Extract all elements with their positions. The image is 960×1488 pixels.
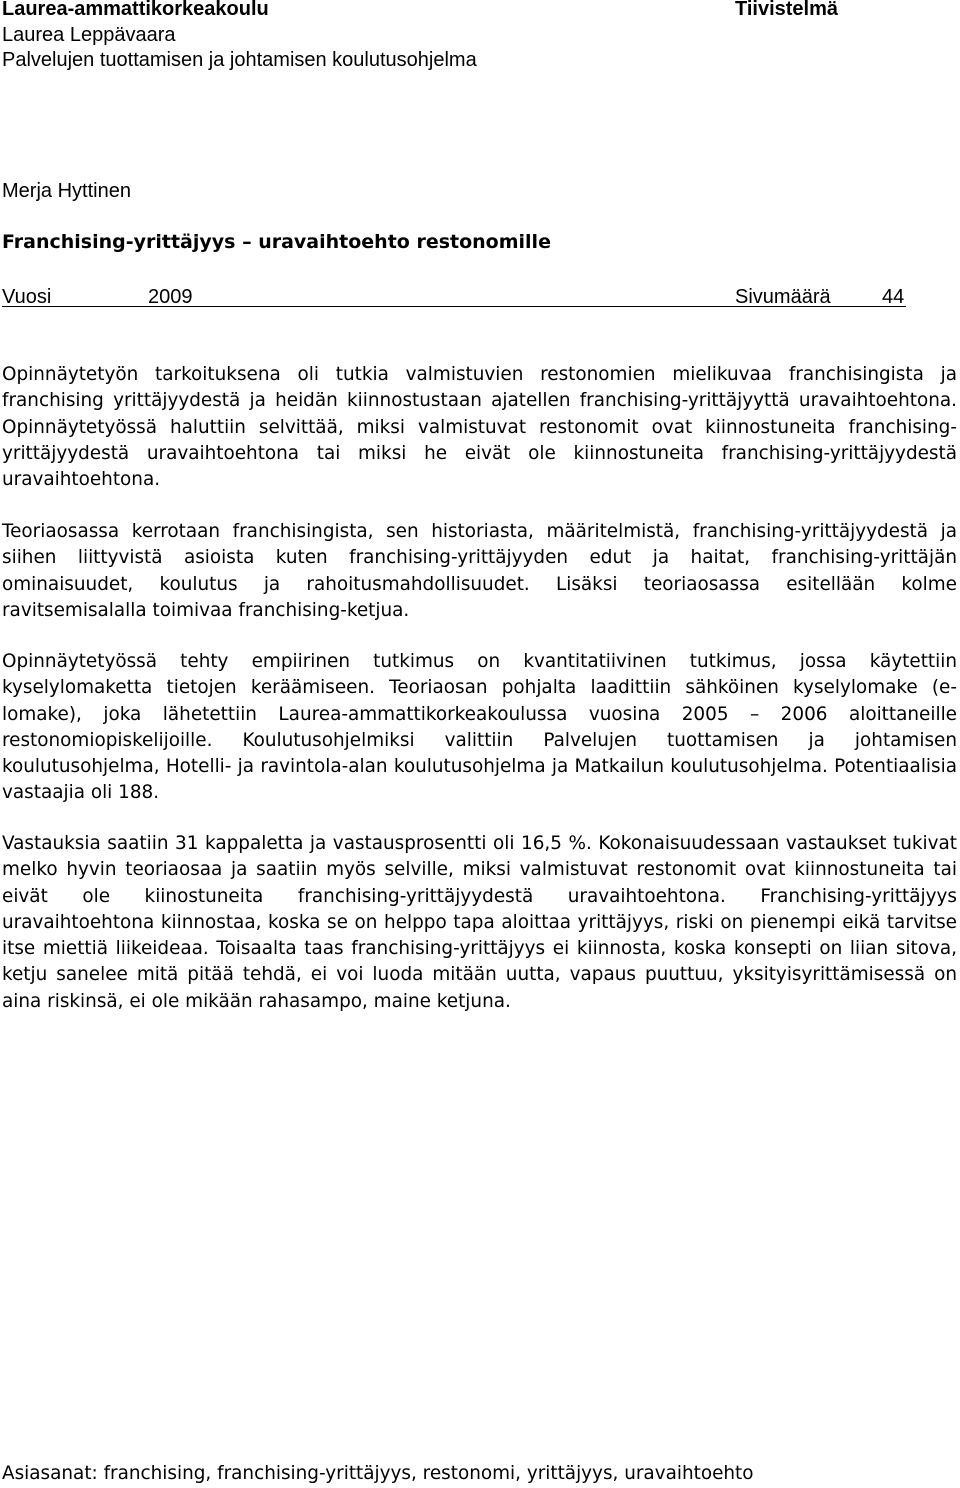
keywords: Asiasanat: franchising, franchising-yrittäjyys, restonomi, yrittäjyys, uravaihtoehto <box>2 1463 754 1484</box>
abstract-paragraph-4: Vastauksia saatiin 31 kappaletta ja vastausprosentti oli 16,5 %. Kokonaisuudessaan vastaukset tukivat melko hyvin teoriaosaa ja saatiin myös selville, miksi valmistuvat restonomit ovat kiinnostuneita tai eivät ole kiinostuneita franchising-yrittäjyydestä uravaihtoehtona. Franchising-yrittäjyys uravaihtoehtona kiinnostaa, koska se on helppo tapa aloittaa yrittäjyys, riski on pienempi eikä tarvitse itse miettiä liikeideaa. Toisaalta taas franchising-yrittäjyys ei kiinnosta, koska konsepti on liian sitova, ketju sanelee mitä pitää tehdä, ei voi luoda mitään uutta, vapaus puuttuu, yksityisyrittämisessä on aina riskinsä, ei ole mikään rahasampo, maine ketjuna. <box>2 833 957 1012</box>
institution-name: Laurea-ammattikorkeakoulu <box>2 0 269 20</box>
pages-value: 44 <box>882 286 905 308</box>
abstract-paragraph-1: Opinnäytetyön tarkoituksena oli tutkia valmistuvien restonomien mielikuvaa franchisingista ja franchising yrittäjyydestä ja heidän kiinnostustaan ajatellen franchising-yrittäjyyttä uravaihtoehtona. Opinnäytetyössä haluttiin selvittää, miksi valmistuvat restonomit ovat kiinnostuneita franchising-yrittäjyydestä uravaihtoehtona tai miksi he eivät ole kiinnostuneita franchising-yrittäjyydestä uravaihtoehtona. <box>2 364 957 491</box>
thesis-title: Franchising-yrittäjyys – uravaihtoehto restonomille <box>2 231 551 253</box>
pages-label: Sivumäärä <box>735 286 831 308</box>
programme-name: Palvelujen tuottamisen ja johtamisen koulutusohjelma <box>2 49 477 71</box>
author-name: Merja Hyttinen <box>2 180 131 202</box>
abstract-paragraph-3: Opinnäytetyössä tehty empiirinen tutkimus on kvantitatiivinen tutkimus, jossa käytettiin kyselylomaketta tietojen keräämiseen. Teoriaosan pohjalta laadittiin sähköinen kyselylomake (e-lomake), joka lähetettiin Laurea-ammattikorkeakoulussa vuosina 2005 – 2006 aloittaneille restonomiopiskelijoille. Koulutusohjelmiksi valittiin Palvelujen tuottamisen ja johtamisen koulutusohjelma, Hotelli- ja ravintola-alan koulutusohjelma ja Matkailun koulutusohjelma. Potentiaalisia vastaajia oli 188. <box>2 651 957 804</box>
year-label: Vuosi <box>2 286 52 308</box>
year-value: 2009 <box>148 286 193 308</box>
abstract-paragraph-2: Teoriaosassa kerrotaan franchisingista, sen historiasta, määritelmistä, franchising-yrittäjyydestä ja siihen liittyvistä asioista kuten franchising-yrittäjyyden edut ja haitat, franchising-yrittäjän ominaisuudet, koulutus ja rahoitusmahdollisuudet. Lisäksi teoriaosassa esitellään kolme ravitsemisalalla toimivaa franchising-ketjua. <box>2 521 957 621</box>
unit-name: Laurea Leppävaara <box>2 24 176 46</box>
document-type: Tiivistelmä <box>735 0 839 20</box>
meta-divider <box>2 306 906 307</box>
